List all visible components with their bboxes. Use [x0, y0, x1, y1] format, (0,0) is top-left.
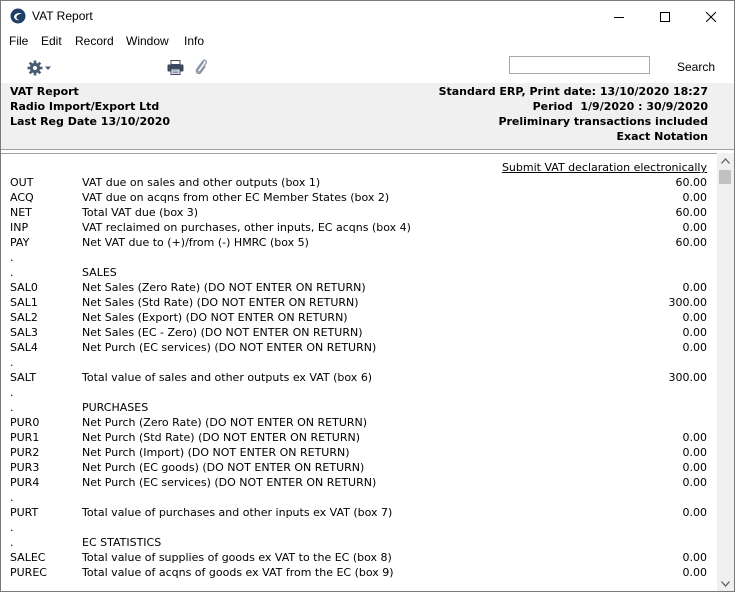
- vertical-scrollbar[interactable]: [717, 153, 734, 591]
- row-code: SAL4: [10, 341, 38, 354]
- report-row: [1, 371, 717, 386]
- row-code: PUR4: [10, 476, 40, 489]
- row-description: Net Purch (Std Rate) (DO NOT ENTER ON RETURN): [82, 431, 361, 444]
- menu-record[interactable]: Record: [75, 34, 114, 48]
- report-period: Period 1/9/2020 : 30/9/2020: [532, 100, 708, 113]
- row-code: .: [10, 401, 14, 414]
- row-description: Total value of acqns of goods ex VAT from the EC (box 9): [82, 566, 394, 579]
- row-code: INP: [10, 221, 29, 234]
- row-amount: 0.00: [682, 566, 707, 579]
- preliminary-note: Preliminary transactions included: [498, 115, 708, 128]
- row-description: Total value of supplies of goods ex VAT to the EC (box 8): [82, 551, 392, 564]
- report-row: [1, 176, 717, 191]
- report-row: [1, 311, 717, 326]
- row-code: .: [10, 266, 14, 279]
- row-description: Net Purch (EC services) (DO NOT ENTER ON RETURN): [82, 476, 377, 489]
- report-row: [1, 281, 717, 296]
- title-bar[interactable]: [1, 1, 734, 32]
- row-code: SAL2: [10, 311, 38, 324]
- row-code: PUREC: [10, 566, 47, 579]
- row-code: SAL1: [10, 296, 38, 309]
- row-amount: 60.00: [675, 176, 707, 189]
- row-amount: 0.00: [682, 431, 707, 444]
- row-amount: 60.00: [675, 206, 707, 219]
- row-amount: 0.00: [682, 461, 707, 474]
- row-code: PUR3: [10, 461, 40, 474]
- row-amount: 0.00: [682, 281, 707, 294]
- row-code: .: [10, 356, 14, 369]
- row-amount: 0.00: [682, 446, 707, 459]
- report-row: [1, 431, 717, 446]
- row-amount: 0.00: [682, 551, 707, 564]
- row-description: Total value of sales and other outputs ex VAT (box 6): [82, 371, 373, 384]
- row-description: Net Sales (Std Rate) (DO NOT ENTER ON RETURN): [82, 296, 359, 309]
- report-row: [1, 551, 717, 566]
- row-amount: 0.00: [682, 326, 707, 339]
- row-amount: 0.00: [682, 506, 707, 519]
- row-amount: 300.00: [668, 296, 707, 309]
- row-code: PUR0: [10, 416, 40, 429]
- report-row: [1, 221, 717, 236]
- minimize-button[interactable]: [596, 1, 642, 32]
- report-row: [1, 356, 717, 371]
- row-code: PUR2: [10, 446, 40, 459]
- company-name: Radio Import/Export Ltd: [10, 100, 160, 113]
- row-description: Net Purch (EC goods) (DO NOT ENTER ON RETURN): [82, 461, 365, 474]
- report-row: [1, 506, 717, 521]
- row-amount: 0.00: [682, 221, 707, 234]
- printer-icon[interactable]: [167, 60, 184, 75]
- report-row: [1, 566, 717, 581]
- menu-bar: [1, 32, 734, 52]
- row-description: VAT reclaimed on purchases, other inputs, EC acqns (box 4): [82, 221, 411, 234]
- close-icon: [706, 12, 716, 22]
- print-date: Standard ERP, Print date: 13/10/2020 18:27: [438, 85, 708, 98]
- row-code: SALEC: [10, 551, 46, 564]
- last-reg-date: Last Reg Date 13/10/2020: [10, 115, 171, 128]
- menu-info[interactable]: Info: [184, 34, 205, 48]
- maximize-button[interactable]: [642, 1, 688, 32]
- report-row: [1, 446, 717, 461]
- row-description: Total VAT due (box 3): [82, 206, 199, 219]
- window-title: VAT Report: [32, 9, 93, 23]
- row-code: .: [10, 251, 14, 264]
- row-amount: 0.00: [682, 191, 707, 204]
- row-code: .: [10, 386, 14, 399]
- report-row: [1, 296, 717, 311]
- report-row: [1, 461, 717, 476]
- row-amount: 300.00: [668, 371, 707, 384]
- report-row: [1, 326, 717, 341]
- row-code: SALT: [10, 371, 37, 384]
- row-code: .: [10, 491, 14, 504]
- row-description: Net Sales (EC - Zero) (DO NOT ENTER ON RETURN): [82, 326, 363, 339]
- report-row: [1, 491, 717, 506]
- row-description: SALES: [82, 266, 117, 279]
- search-button[interactable]: Search: [677, 60, 716, 74]
- row-code: PURT: [10, 506, 39, 519]
- row-description: Net Purch (EC services) (DO NOT ENTER ON RETURN): [82, 341, 377, 354]
- gear-icon[interactable]: [26, 59, 52, 77]
- row-description: Net Sales (Zero Rate) (DO NOT ENTER ON RETURN): [82, 281, 366, 294]
- row-description: Net Purch (Import) (DO NOT ENTER ON RETURN): [82, 446, 350, 459]
- submit-vat-link[interactable]: Submit VAT declaration electronically: [501, 161, 707, 174]
- row-description: VAT due on sales and other outputs (box 1): [82, 176, 321, 189]
- row-code: .: [10, 521, 14, 534]
- menu-edit[interactable]: Edit: [41, 34, 62, 48]
- paperclip-icon[interactable]: [194, 58, 208, 76]
- row-description: Net VAT due to (+)/from (-) HMRC (box 5): [82, 236, 309, 249]
- row-code: PAY: [10, 236, 30, 249]
- row-code: OUT: [10, 176, 34, 189]
- row-code: .: [10, 536, 14, 549]
- row-description: PURCHASES: [82, 401, 149, 414]
- row-amount: 60.00: [675, 236, 707, 249]
- report-row: [1, 206, 717, 221]
- report-row: [1, 251, 717, 266]
- report-row: [1, 386, 717, 401]
- row-description: EC STATISTICS: [82, 536, 162, 549]
- toolbar: [1, 52, 734, 84]
- row-description: Net Purch (Zero Rate) (DO NOT ENTER ON RETURN): [82, 416, 368, 429]
- app-logo-icon: [10, 8, 26, 24]
- report-row: [1, 476, 717, 491]
- report-row: [1, 236, 717, 251]
- notation-note: Exact Notation: [616, 130, 708, 143]
- menu-file[interactable]: File: [9, 34, 29, 48]
- row-amount: 0.00: [682, 476, 707, 489]
- row-description: Total value of purchases and other inputs ex VAT (box 7): [82, 506, 393, 519]
- row-description: VAT due on acqns from other EC Member States (box 2): [82, 191, 390, 204]
- report-row: [1, 401, 717, 416]
- report-row: [1, 521, 717, 536]
- report-body: [1, 153, 717, 591]
- report-row: [1, 341, 717, 356]
- report-header: [1, 83, 734, 149]
- report-row: [1, 191, 717, 206]
- row-code: SAL0: [10, 281, 38, 294]
- scrollbar-thumb[interactable]: [719, 170, 731, 184]
- scroll-down-arrow-icon[interactable]: [717, 576, 734, 591]
- search-input[interactable]: [509, 56, 650, 74]
- row-code: ACQ: [10, 191, 34, 204]
- report-title: VAT Report: [10, 85, 79, 98]
- maximize-icon: [660, 12, 670, 22]
- menu-window[interactable]: Window: [126, 34, 169, 48]
- row-code: SAL3: [10, 326, 38, 339]
- report-row: [1, 536, 717, 551]
- row-code: NET: [10, 206, 32, 219]
- close-button[interactable]: [688, 1, 734, 32]
- row-amount: 0.00: [682, 341, 707, 354]
- row-amount: 0.00: [682, 311, 707, 324]
- report-row: [1, 416, 717, 431]
- row-description: Net Sales (Export) (DO NOT ENTER ON RETURN): [82, 311, 348, 324]
- minimize-icon: [614, 12, 624, 22]
- report-row: [1, 266, 717, 281]
- scroll-up-arrow-icon[interactable]: [717, 153, 734, 168]
- row-code: PUR1: [10, 431, 40, 444]
